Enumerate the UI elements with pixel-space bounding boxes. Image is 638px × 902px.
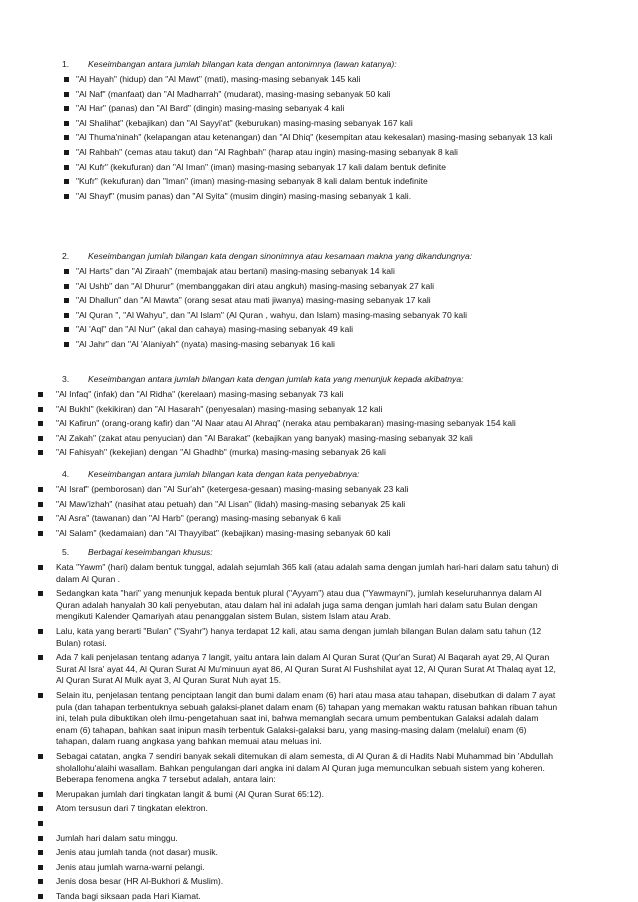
list-item-text: Jumlah hari dalam satu minggu. bbox=[56, 832, 178, 843]
list-item-text: Bulan) rotasi. bbox=[56, 637, 107, 648]
section-heading-text: Keseimbangan antara jumlah bilangan kata dengan kata penyebabnya: bbox=[88, 469, 360, 479]
bullet-marker bbox=[38, 754, 43, 759]
list-item-text: "Al Hayah" (hidup) dan "Al Mawt" (mati), masing-masing sebanyak 145 kali bbox=[76, 74, 361, 84]
list-item-text: sholallohu'alaihi wasallam. Bahkan pengulangan dari angka ini dalam Al Quran juga memunculkan sebuah sistem yang koheren. bbox=[56, 762, 545, 773]
list-item-text: "Al Dhallun" dan "Al Mawta" (orang sesat atau mati jiwanya) masing-masing sebanyak 17 kali bbox=[76, 295, 431, 306]
list-item-text: Jenis atau jumlah tanda (not dasar) musik. bbox=[56, 847, 218, 858]
section-number: 4. bbox=[62, 469, 70, 479]
bullet-marker bbox=[38, 436, 43, 441]
section-heading bbox=[62, 468, 359, 480]
section-heading bbox=[62, 546, 213, 558]
list-item-text: mengikuti Kalender Qamariyah atau penanggalan sistem Bulan, sistem Islam atau Arab. bbox=[56, 611, 391, 622]
bullet-marker bbox=[64, 165, 69, 170]
bullet-marker bbox=[64, 298, 69, 303]
bullet-marker bbox=[38, 806, 43, 811]
list-item-text: "Al Rahbah" (cemas atau takut) dan "Al Raghbah" (harap atau ingin) masing-masing sebanyak 8 kali bbox=[76, 147, 458, 157]
list-item-text: Jenis atau jumlah warna-warni pelangi. bbox=[56, 861, 205, 872]
bullet-marker bbox=[64, 284, 69, 289]
bullet-marker bbox=[38, 407, 43, 412]
list-item-text: "Al Quran ", "Al Wahyu", dan "Al Islam" (Al Quran , wahyu, dan Islam) masing-masing sebanyak 70 kali bbox=[76, 309, 468, 320]
bullet-marker bbox=[38, 879, 43, 884]
section-heading-text: Keseimbangan antara jumlah bilangan kata dengan jumlah kata yang menunjuk kepada akibatnya: bbox=[88, 374, 464, 384]
bullet-marker bbox=[38, 865, 43, 870]
bullet-marker bbox=[64, 77, 69, 82]
list-item-text: "Al Bukhl" (kekikiran) dan "Al Hasarah" (penyesalan) masing-masing sebanyak 12 kali bbox=[56, 403, 383, 414]
list-item-text: "Al Jahr" dan "Al 'Alaniyah" (nyata) masing-masing sebanyak 16 kali bbox=[76, 339, 335, 349]
list-item-text: tahapan, dalam ruang angkasa yang bahkan memuai atau meluas ini. bbox=[56, 736, 322, 747]
list-item-text: Kata "Yawm" (hari) dalam bentuk tunggal, adalah sejumlah 365 kali (atau adalah sama dengan jumlah hari-hari dalam satu tahun) di bbox=[56, 562, 559, 572]
bullet-marker bbox=[38, 629, 43, 634]
list-item-text: Beberapa fenomena angka 7 tersebut adalah, antara lain: bbox=[56, 774, 276, 785]
list-item-text: "Al Thuma'ninah" (kelapangan atau ketenangan) dan "Al Dhiq" (kesempitan atau kekesalan) masing-masing sebanyak 13 kali bbox=[76, 132, 553, 143]
list-item-text: "Al Infaq" (infak) dan "Al Ridha" (kerelaan) masing-masing sebanyak 73 kali bbox=[56, 389, 344, 399]
section-heading-text: Keseimbangan antara jumlah bilangan kata dengan antonimnya (lawan katanya): bbox=[88, 59, 397, 69]
bullet-marker bbox=[64, 327, 69, 332]
bullet-marker bbox=[64, 121, 69, 126]
list-item-text: "Al Zakah" (zakat atau penyucian) dan "Al Barakat" (kebajikan yang banyak) masing-masing sebanyak 32 kali bbox=[56, 432, 473, 443]
list-item-text: "Al Maw'izhah" (nasihat atau petuah) dan "Al Lisan" (lidah) masing-masing sebanyak 25 kali bbox=[56, 498, 406, 509]
bullet-marker bbox=[64, 92, 69, 97]
list-item-text: Surat Al Isra' ayat 44, Al Quran Surat Al Mu'minuun ayat 86, Al Quran Surat Al Fushshilat ayat 12, Al Quran Surat At Thalaq ayat 12, bbox=[56, 663, 556, 674]
bullet-marker bbox=[38, 392, 43, 397]
bullet-marker bbox=[38, 836, 43, 841]
list-item-text: pula (dan tahapan terbentuknya sebuah galaksi-planet dalam enam (6) tahapan yang memakan waktu ratusan bahkan ribuan tahun bbox=[56, 701, 558, 712]
bullet-marker bbox=[38, 792, 43, 797]
bullet-marker bbox=[64, 135, 69, 140]
bullet-marker bbox=[64, 179, 69, 184]
list-item-text: "Al Salam" (kedamaian) dan "Al Thayyibat" (kebajikan) masing-masing sebanyak 60 kali bbox=[56, 527, 391, 538]
section-heading-text: Berbagai keseimbangan khusus: bbox=[88, 547, 213, 557]
list-item-text: "Al 'Aql" dan "Al Nur" (akal dan cahaya) masing-masing sebanyak 49 kali bbox=[76, 324, 354, 335]
list-item-text: Quran adalah hanyalah 30 kali penyebutan, atau dalam hal ini adalah juga sama dengan jumlah hari dalam satu Bulan dengan bbox=[56, 599, 538, 610]
bullet-marker bbox=[64, 313, 69, 318]
bullet-marker bbox=[38, 821, 43, 826]
section-heading bbox=[62, 58, 397, 70]
bullet-marker bbox=[64, 106, 69, 111]
list-item-text: Al Quran Surat Al Mulk ayat 3, Al Quran Surat Nuh ayat 15. bbox=[56, 675, 281, 686]
bullet-marker bbox=[38, 487, 43, 492]
bullet-marker bbox=[38, 502, 43, 507]
list-item-text: "Al Fahisyah" (kekejian) dengan "Al Ghadhb" (murka) masing-masing sebanyak 26 kali bbox=[56, 447, 386, 458]
list-item-text: Merupakan jumlah dari tingkatan langit & bumi (Al Quran Surat 65:12). bbox=[56, 788, 324, 799]
list-item-text: dalam Al Quran . bbox=[56, 573, 121, 584]
list-item-text: "Al Har" (panas) dan "Al Bard" (dingin) masing-masing sebanyak 4 kali bbox=[76, 103, 345, 114]
bullet-marker bbox=[38, 450, 43, 455]
list-item-text: "Al Asra" (tawanan) dan "Al Harb" (perang) masing-masing sebanyak 6 kali bbox=[56, 513, 341, 524]
list-item-text: enam (6) tahapan, bahkan saat inipun masih terbentuk Galaksi-galaksi baru, yang masing-masing dalam (melalui) enam (6) bbox=[56, 724, 527, 735]
section-heading bbox=[62, 250, 472, 262]
bullet-marker bbox=[38, 894, 43, 899]
bullet-marker bbox=[38, 655, 43, 660]
bullet-marker bbox=[64, 269, 69, 274]
list-item-text: "Al Israf" (pemborosan) dan "Al Sur'ah" (ketergesa-gesaan) masing-masing sebanyak 23 kali bbox=[56, 484, 409, 494]
bullet-marker bbox=[38, 850, 43, 855]
bullet-marker bbox=[38, 516, 43, 521]
bullet-marker bbox=[64, 194, 69, 199]
bullet-marker bbox=[38, 693, 43, 698]
section-heading bbox=[62, 373, 464, 385]
list-item-text: "Al Naf" (manfaat) dan "Al Madharrah" (mudarat), masing-masing sebanyak 50 kali bbox=[76, 88, 391, 99]
list-item-text: Tanda bagi siksaan pada Hari Kiamat. bbox=[56, 891, 201, 901]
bullet-marker bbox=[38, 531, 43, 536]
list-item-text: Lalu, kata yang berarti "Bulan" ("Syahr") hanya terdapat 12 kali, atau sama dengan jumlah bilangan Bulan dalam satu tahun (12 bbox=[56, 626, 542, 636]
bullet-marker bbox=[64, 342, 69, 347]
bullet-marker bbox=[38, 565, 43, 570]
list-item-text: "Al Ushb" dan "Al Dhurur" (membanggakan diri atau angkuh) masing-masing sebanyak 27 kali bbox=[76, 280, 435, 291]
list-item-text: "Al Harts" dan "Al Ziraah" (membajak atau bertani) masing-masing sebanyak 14 kali bbox=[76, 266, 395, 276]
section-number: 2. bbox=[62, 251, 70, 261]
section-number: 5. bbox=[62, 547, 70, 557]
section-number: 1. bbox=[62, 59, 70, 69]
list-item-text: "Al Shalihat" (kebajikan) dan "Al Sayyi'at" (keburukan) masing-masing sebanyak 167 kali bbox=[76, 117, 413, 128]
bullet-marker bbox=[38, 591, 43, 596]
list-item-text: "Al Kufr" (kekufuran) dan "Al Iman" (iman) masing-masing sebanyak 17 kali dalam bentuk definite bbox=[76, 161, 446, 172]
list-item-text: ini, telah pula dibuktikan oleh ilmu-pengetahuan saat ini, bahwa memanglah secara umum pembentukan Galaksi adalah dalam bbox=[56, 713, 539, 724]
list-item-text: Atom tersusun dari 7 tingkatan elektron. bbox=[56, 803, 208, 814]
list-item-text: "Kufr" (kekufuran) dan "Iman" (iman) masing-masing sebanyak 8 kali dalam bentuk indefinite bbox=[76, 176, 428, 187]
list-item-text: "Al Shayf" (musim panas) dan "Al Syita" (musim dingin) masing-masing sebanyak 1 kali. bbox=[76, 190, 412, 201]
list-item-text: Ada 7 kali penjelasan tentang adanya 7 langit, yaitu antara lain dalam Al Quran Surat (Qur'an Surat) Al Baqarah ayat 29, Al Quran bbox=[56, 652, 550, 663]
bullet-marker bbox=[64, 150, 69, 155]
section-number: 3. bbox=[62, 374, 70, 384]
list-item-text: Jenis dosa besar (HR Al-Bukhori & Muslim). bbox=[56, 876, 224, 887]
bullet-marker bbox=[38, 421, 43, 426]
list-item-text: Sebagai catatan, angka 7 sendiri banyak sekali ditemukan di alam semesta, di Al Quran & di Hadits Nabi Muhammad bin 'Abdullah bbox=[56, 751, 554, 761]
list-item-text: Selain itu, penjelasan tentang penciptaan langit dan bumi dalam enam (6) hari atau masa atau tahapan, disebutkan di dalam 7 ayat bbox=[56, 690, 556, 700]
list-item-text: Sedangkan kata "hari" yang menunjuk kepada bentuk plural ("Ayyam") atau dua ("Yawmayni"), jumlah keseluruhannya dalam Al bbox=[56, 588, 542, 599]
list-item-text: "Al Kafirun" (orang-orang kafir) dan "Al Naar atau Al Ahraq" (neraka atau pembakaran) masing-masing sebanyak 154 kali bbox=[56, 418, 516, 429]
section-heading-text: Keseimbangan jumlah bilangan kata dengan sinonimnya atau kesamaan makna yang dikandungnya: bbox=[88, 251, 473, 261]
